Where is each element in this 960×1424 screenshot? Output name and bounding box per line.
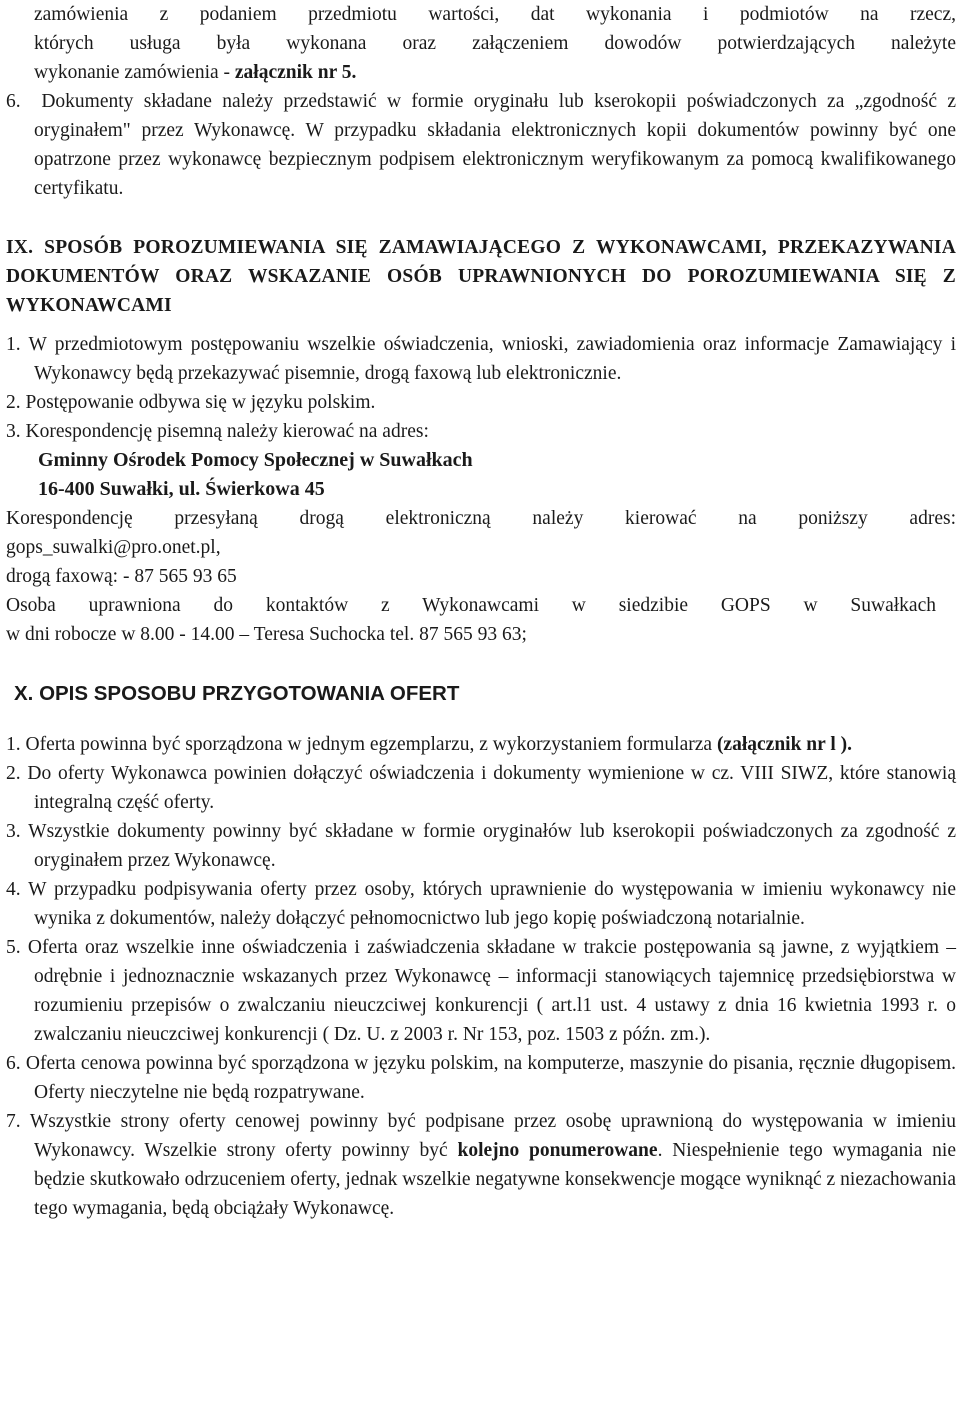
top-line-2: których usługa była wykonana oraz załączeniem dowodów potwierdzających należyte [34,33,956,54]
x-item-5: 5. Oferta oraz wszelkie inne oświadczenia i zaświadczenia składane w trakcie postępowania są jawne, z wyjątkiem – odrębnie i jednoznacznie wskazanych przez Wykonawcę – informacji stanowiących tajemnicę przedsiębiorstwa w rozumieniu przepisów o zwalczaniu nieuczciwej konkurencji ( art.l1 ust. 4 ustawy z dnia 16 kwietnia 1993 r. o zwalczaniu nieuczciwej konkurencji ( Dz. U. z 2003 r. Nr 153, poz. 1503 z późn. zm.). [6,937,956,1045]
x-item-7 [6,1107,956,1223]
address-line-2: 16-400 Suwałki, ul. Świerkowa 45 [38,478,325,500]
x-item-1-text: 1. Oferta powinna być sporządzona w jednym egzemplarzu, z wykorzystaniem formularza [6,734,713,755]
address-line-1: Gminny Ośrodek Pomocy Społecznej w Suwałkach [38,449,473,471]
x-item-4: 4. W przypadku podpisywania oferty przez osoby, których uprawnienie do występowania w imieniu wykonawcy nie wynika z dokumentów, należy dołączyć pełnomocnictwo lub jego kopię poświadczoną notarialnie. [6,879,956,929]
x-item-7-bold: kolejno ponumerowane [457,1140,658,1161]
ix-item-3: 3. Korespondencję pisemną należy kierować na adres: [6,421,429,442]
x-item-6: 6. Oferta cenowa powinna być sporządzona w języku polskim, na komputerze, maszynie do pisania, ręcznie długopisem. Oferty nieczytelne nie będą rozpatrywane. [6,1053,956,1103]
fax-number: drogą faxową: - 87 565 93 65 [6,566,237,587]
top-paragraph [6,0,956,87]
x-item-2: 2. Do oferty Wykonawca powinien dołączyć oświadczenia i dokumenty wymienione w cz. VIII SIWZ, które stanowią integralną część oferty. [6,763,956,813]
x-item-7-part-1: 7. Wszystkie strony oferty cenowej powinny być podpisane przez osobę uprawnioną do występowania w imieniu Wykonawcy. Wszelkie strony oferty powinny być [6,1111,956,1161]
ix-item-1: 1. W przedmiotowym postępowaniu wszelkie oświadczenia, wnioski, zawiadomienia oraz informacje Zamawiający i Wykonawcy będą przekazywać pisemnie, drogą faxową lub elektronicznie. [6,334,956,384]
attachment-5-ref: załącznik nr 5. [234,62,357,83]
ix-item-2: 2. Postępowanie odbywa się w języku polskim. [6,392,376,413]
item-6-text: Dokumenty składane należy przedstawić w formie oryginału lub kserokopii poświadczonych za „zgodność z oryginałem" przez Wykonawcę. W przypadku składania elektronicznych kopii dokumentów powinny być one opatrzone przez wykonawcę bezpiecznym podpisem elektronicznym weryfikowanym za pomocą kwalifikowanego certyfikatu. [34,91,956,199]
top-line-3-text: wykonanie zamówienia - [34,62,235,83]
section-ix-heading: IX. SPOSÓB POROZUMIEWANIA SIĘ ZAMAWIAJĄCEGO Z WYKONAWCAMI, PRZEKAZYWANIA DOKUMENTÓW ORAZ WSKAZANIE OSÓB UPRAWNIONYCH DO POROZUMIEWANIA SIĘ Z WYKONAWCAMI [6,237,956,316]
section-x-heading: X. OPIS SPOSOBU PRZYGOTOWANIA OFERT [14,682,460,705]
email-intro: Korespondencję przesyłaną drogą elektroniczną należy kierować na poniższy adres: [6,508,956,529]
x-item-7-part-2: . Niespełnienie tego wymagania nie będzie skutkowało odrzuceniem oferty, jednak wszelkie negatywne konsekwencje mogące wyniknąć z niezachowania tego wymagania, będą obciążały Wykonawcę. [34,1140,956,1219]
x-item-3: 3. Wszystkie dokumenty powinny być składane w formie oryginałów lub kserokopii poświadczonych za zgodność z oryginałem przez Wykonawcę. [6,821,956,871]
contact-line-1: Osoba uprawniona do kontaktów z Wykonawcami w siedzibie GOPS w Suwałkach [6,595,936,616]
contact-line-2: w dni robocze w 8.00 - 14.00 – Teresa Suchocka tel. 87 565 93 63; [6,624,527,645]
document-page [6,0,956,1223]
x-item-1 [6,730,956,759]
attachment-1-ref: (załącznik nr l ). [716,734,852,755]
email-address: gops_suwalki@pro.onet.pl, [6,537,221,558]
top-line-1: zamówienia z podaniem przedmiotu wartości, dat wykonania i podmiotów na rzecz, [34,4,956,25]
item-6 [6,87,956,203]
top-line-3 [34,58,956,87]
item-6-number: 6. [6,91,21,112]
